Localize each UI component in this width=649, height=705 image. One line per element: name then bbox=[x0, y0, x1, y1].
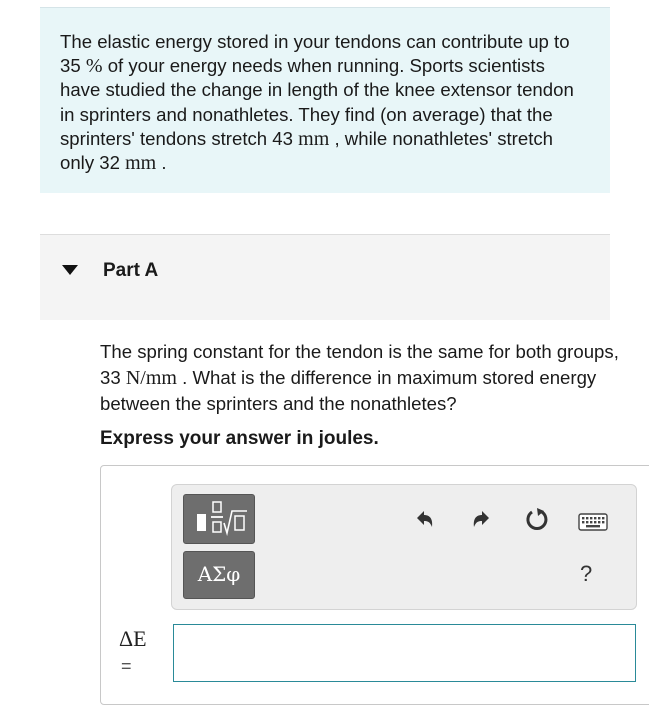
percent-unit: % bbox=[85, 55, 103, 78]
question-text-1: The spring constant for the tendon is the same for both groups, 33 bbox=[100, 341, 619, 388]
problem-intro bbox=[40, 7, 610, 193]
intro-text-3: , while nonathletes' stretch only 32 bbox=[60, 127, 553, 174]
fraction-sqrt-template-icon bbox=[184, 495, 256, 545]
part-title: Part A bbox=[103, 260, 159, 281]
mm-unit-1: mm bbox=[298, 127, 330, 150]
part-a-header[interactable] bbox=[40, 234, 610, 320]
math-toolbar bbox=[171, 484, 637, 610]
answer-input[interactable] bbox=[173, 624, 636, 682]
greek-symbols-button[interactable] bbox=[183, 551, 255, 599]
help-button[interactable]: ? bbox=[580, 561, 593, 586]
equals-sign: = bbox=[121, 656, 132, 676]
keyboard-icon[interactable] bbox=[578, 513, 608, 531]
undo-icon[interactable] bbox=[410, 505, 438, 533]
templates-button[interactable] bbox=[183, 494, 255, 544]
collapse-triangle-icon[interactable] bbox=[62, 265, 78, 275]
mm-unit-2: mm bbox=[125, 152, 157, 175]
answer-variable-label: ΔE bbox=[119, 626, 147, 651]
answer-panel bbox=[100, 465, 649, 705]
greek-label: ΑΣφ bbox=[197, 562, 241, 586]
intro-text-4: . bbox=[156, 152, 167, 174]
intro-text bbox=[60, 30, 590, 175]
intro-text-2: of your energy needs when running. Sports scientists have studied the change in length of the knee extensor tendon in sprinters and nonathletes. They find (on average) that the sprinters' tendons stretch 43 bbox=[60, 55, 574, 149]
question-text-2: . What is the difference in maximum stored energy between the sprinters and the nonathletes? bbox=[100, 366, 597, 414]
spring-constant-unit: N/mm bbox=[125, 366, 177, 389]
question-text bbox=[100, 339, 620, 417]
intro-text-1: The elastic energy stored in your tendons can contribute up to 35 bbox=[60, 31, 570, 77]
redo-icon[interactable] bbox=[468, 505, 496, 533]
answer-instruction: Express your answer in joules. bbox=[100, 428, 379, 449]
reset-icon[interactable] bbox=[522, 505, 552, 535]
